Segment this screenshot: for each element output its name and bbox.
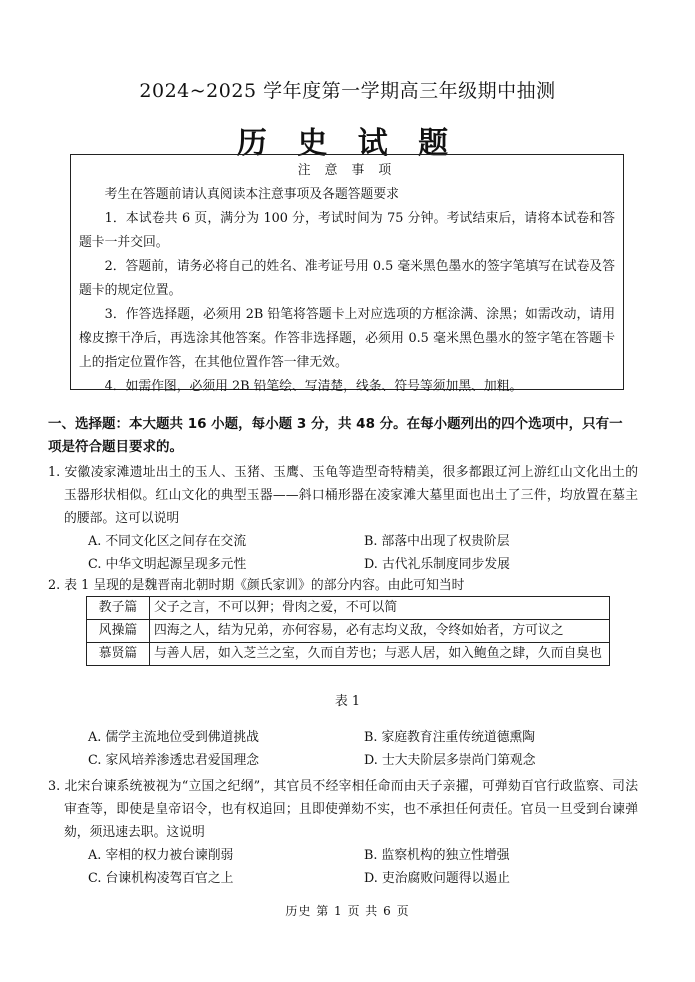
page-footer: 历史 第 1 页 共 6 页 (285, 904, 410, 918)
question-stem: 3. 北宋台谏系统被视为“立国之纪纲”，其官员不经宰相任命而由天子亲擢，可弹劾百官行政监察、司法审查等，即使是皇帝诏令，也有权追回；且即使弹劾不实，也不承担任何责任。官员一旦受到台谏弹劾，须迅速去职。这说明 (48, 779, 638, 840)
question-2-options (48, 726, 638, 772)
notice-intro: 考生在答题前请认真阅读本注意事项及各题答题要求 (104, 187, 399, 202)
option-c: C. 台谏机构凌驾百官之上 (88, 871, 234, 886)
option-list (48, 530, 638, 576)
option-d: D. 吏治腐败问题得以遏止 (364, 871, 510, 886)
question-2 (48, 574, 638, 597)
notice-box (70, 154, 624, 394)
option-d: D. 古代礼乐制度同步发展 (364, 557, 510, 572)
notice-title: 注 意 事 项 (297, 163, 397, 178)
option-list (48, 844, 638, 890)
option-b: B. 家庭教育注重传统道德熏陶 (364, 730, 536, 745)
exam-title: 2024~2025 学年度第一学期高三年级期中抽测 (139, 80, 556, 102)
option-d: D. 士大夫阶层多崇尚门第观念 (364, 753, 536, 768)
option-a: A. 宰相的权力被台谏削弱 (88, 848, 234, 863)
table-row-head: 教子篇 (87, 597, 150, 620)
section-heading: 一、选择题：本大题共 16 小题，每小题 3 分，共 48 分。在每小题列出的四个选项中，只有一项是符合题目要求的。 (48, 416, 623, 455)
option-a: A. 儒学主流地位受到佛道挑战 (88, 730, 259, 745)
notice-item: 4．如需作图，必须用 2B 铅笔绘、写清楚，线条、符号等须加黑、加粗。 (104, 379, 523, 394)
question-stem: 1. 安徽凌家滩遗址出土的玉人、玉猪、玉鹰、玉龟等造型奇特精美，很多都跟辽河上游红山文化出土的玉器形状相似。红山文化的典型玉器——斜口桶形器在凌家滩大墓里面也出土了三件，均放置在墓主的腰部。这可以说明 (48, 465, 638, 526)
table-1 (86, 596, 610, 666)
table-row-text: 父子之言，不可以狎；骨肉之爱，不可以简 (150, 597, 610, 620)
notice-item: 2．答题前，请务必将自己的姓名、准考证号用 0.5 毫米黑色墨水的签字笔填写在试卷及答题卡的规定位置。 (79, 259, 615, 298)
table-row (87, 620, 610, 643)
subject-title: 历 史 试 题 (236, 126, 459, 161)
table-row (87, 643, 610, 666)
table-row-head: 风操篇 (87, 620, 150, 643)
table-row-text: 与善人居，如入芝兰之室，久而自芳也；与恶人居，如入鲍鱼之肆，久而自臭也 (150, 643, 610, 666)
option-c: C. 家风培养渗透忠君爱国理念 (88, 753, 260, 768)
table-row-text: 四海之人，结为兄弟，亦何容易，必有志均义敌，令终如始者，方可议之 (150, 620, 610, 643)
question-1 (48, 461, 638, 576)
option-b: B. 部落中出现了权贵阶层 (364, 534, 510, 549)
option-list (48, 726, 638, 772)
question-stem: 2. 表 1 呈现的是魏晋南北朝时期《颜氏家训》的部分内容。由此可知当时 (48, 578, 465, 593)
option-c: C. 中华文明起源呈现多元性 (88, 557, 247, 572)
table-caption: 表 1 (334, 694, 360, 709)
option-a: A. 不同文化区之间存在交流 (88, 534, 247, 549)
notice-item: 3．作答选择题，必须用 2B 铅笔将答题卡上对应选项的方框涂满、涂黑；如需改动，请用橡皮擦干净后，再选涂其他答案。作答非选择题，必须用 0.5 毫米黑色墨水的签字笔在答题卡上的指定位置作答，在其他位置作答一律无效。 (79, 307, 615, 370)
table-row (87, 597, 610, 620)
question-3 (48, 775, 638, 890)
notice-item: 1．本试卷共 6 页，满分为 100 分，考试时间为 75 分钟。考试结束后，请将本试卷和答题卡一并交回。 (79, 211, 615, 250)
table-row-head: 慕贤篇 (87, 643, 150, 666)
option-b: B. 监察机构的独立性增强 (364, 848, 510, 863)
